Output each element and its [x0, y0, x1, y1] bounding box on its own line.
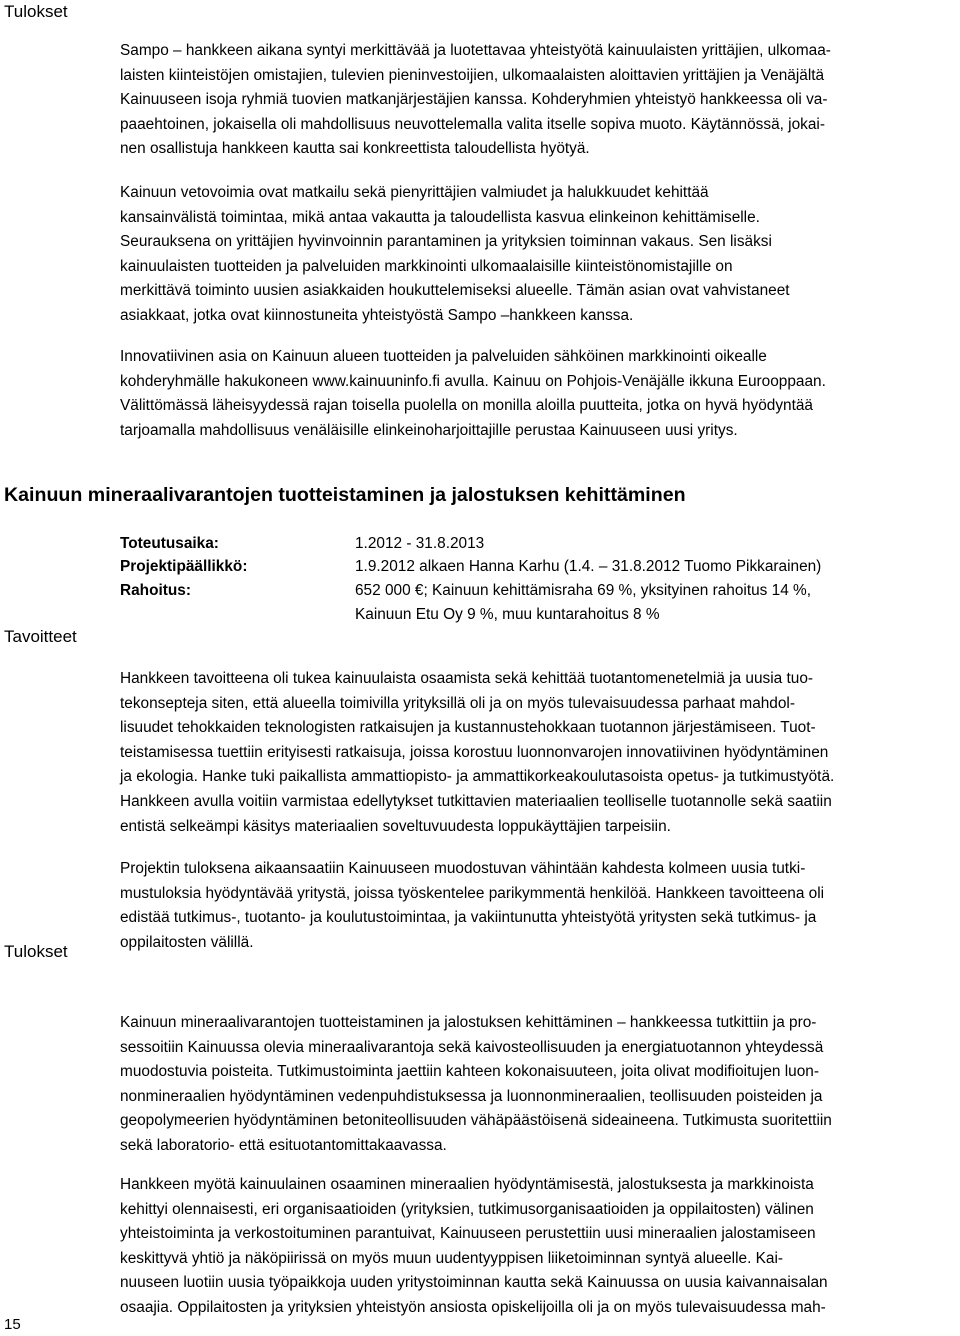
text-line: merkittävä toiminto uusien asiakkaiden houkuttelemiseksi alueelle. Tämän asian ovat vahvistaneet — [120, 282, 790, 300]
toteutusaika-label: Toteutusaika: — [120, 535, 219, 552]
text-line: Hankkeen avulla voitiin varmistaa edellytykset tutkittavien materiaalien teolliselle tuotannolle sekä saatiin — [120, 792, 832, 810]
text-line: osaajia. Oppilaitosten ja yrityksien yhteistyön ansiosta opiskelijoilla oli ja on myös tulevaisuudessa mah- — [120, 1298, 826, 1316]
text-line: Hankkeen tavoitteena oli tukea kainuulaista osaamista sekä kehittää tuotantomenetelmiä ja uusia tuo- — [120, 670, 813, 687]
text-line: Innovatiivinen asia on Kainuun alueen tuotteiden ja palveluiden sähköinen markkinointi oikealle — [120, 348, 767, 365]
text-line: laisten kiinteistöjen omistajien, tulevien pieninvestoijien, ulkomaalaisten aloittavien yrittäjien ja Venäjältä — [120, 66, 825, 84]
text-line: entistä selkeämpi käsitys materiaalien soveltuvuudesta loppukäyttäjien tarpeisiin. — [120, 817, 671, 835]
toteutusaika-value: 1.2012 - 31.8.2013 — [355, 535, 485, 552]
text-line: edistää tutkimus-, tuotanto- ja koulutustoimintaa, ja vakiintunutta yhteistyötä yritysten sekä tutkimus- ja — [120, 909, 817, 927]
text-line: nonmineraalien hyödyntäminen vedenpuhdistuksessa ja luonnonmineraalien, teollisuuden poisteiden ja — [120, 1087, 823, 1105]
section-label-tulokset-2: Tulokset — [4, 942, 68, 961]
paragraph-attractions — [120, 181, 950, 329]
text-line: mustuloksia hyödyntävää yritystä, joissa työskentelee parikymmentä henkilöä. Hankkeen tavoitteena oli — [120, 884, 825, 902]
paragraph-tulokset-3 — [120, 1173, 950, 1321]
paragraph-innovation — [120, 345, 950, 443]
text-line: asiakkaat, jotka ovat kiinnostuneita yhteistyöstä Sampo –hankkeen kanssa. — [120, 306, 634, 324]
project-title: Kainuun mineraalivarantojen tuotteistaminen ja jalostuksen kehittäminen — [4, 484, 686, 506]
text-line: Kainuun vetovoimia ovat matkailu sekä pienyrittäjien valmiudet ja halukkuudet kehittää — [120, 184, 709, 201]
section-label-tavoitteet: Tavoitteet — [4, 627, 77, 646]
text-line: tekonsepteja siten, että alueella toimivilla yrityksillä oli ja on myös tulevaisuudessa parhaat mahdol- — [120, 694, 795, 712]
paragraph-cooperation — [120, 39, 950, 162]
text-line: geopolymeerien hyödyntäminen betoniteollisuuden vähäpäästöisenä sideaineena. Tutkimusta suoritettiin — [120, 1112, 832, 1130]
projektipaallikko-value: 1.9.2012 alkaen Hanna Karhu (1.4. – 31.8.2012 Tuomo Pikkarainen) — [355, 558, 822, 575]
section-label-tulokset: Tulokset — [4, 2, 68, 21]
text-line: muodostuvia poisteita. Tutkimustoiminta jaettiin kahteen kokonaisuuteen, joita olivat modifioitujen luon- — [120, 1063, 819, 1081]
text-line: tarjoamalla mahdollisuus venäläisille elinkeinoharjoittajille perustaa Kainuuseen uusi yritys. — [120, 421, 738, 439]
page-number: 15 — [4, 1316, 21, 1333]
text-line: sessoitiin Kainuussa olevia mineraalivarantoja sekä kaivosteollisuuden ja energiatuotannon yhteydessä — [120, 1038, 824, 1056]
rahoitus-value-2: Kainuun Etu Oy 9 %, muu kuntarahoitus 8 % — [355, 606, 660, 623]
text-line: Hankkeen myötä kainuulainen osaaminen mineraalien hyödyntämisestä, jalostuksesta ja markkinoista — [120, 1176, 814, 1193]
text-line: yhteistoiminta ja verkostoituminen parantuivat, Kainuuseen perustettiin uusi mineraalien jalostamiseen — [120, 1225, 816, 1243]
paragraph-tavoitteet — [120, 667, 950, 839]
text-line: keskittyvä yhtiö ja näköpiirissä on myös muun uudentyyppisen liiketoiminnan syntyä alueelle. Kai- — [120, 1249, 783, 1267]
text-line: Kainuun mineraalivarantojen tuotteistaminen ja jalostuksen kehittäminen – hankkeessa tutkittiin ja pro- — [120, 1014, 817, 1031]
rahoitus-label: Rahoitus: — [120, 582, 191, 599]
text-line: kehittyi olennaisesti, eri organisaatioiden (yrityksien, tutkimusorganisaatioiden ja oppilaitosten) välinen — [120, 1200, 814, 1218]
text-line: paaehtoinen, jokaisella oli mahdollisuus neuvottelemalla valita itselle sopiva muoto. Käytännössä, jokai- — [120, 115, 825, 133]
text-line: sekä laboratorio- että esituotantomittakaavassa. — [120, 1136, 447, 1154]
text-line: kansainvälistä toimintaa, mikä antaa vakautta ja taloudellista kasvua elinkeinon kehittämiselle. — [120, 208, 760, 226]
text-line: kohderyhmälle hakukoneen www.kainuuninfo.fi avulla. Kainuu on Pohjois-Venäjälle ikkuna Eurooppaan. — [120, 372, 826, 390]
rahoitus-value-1: 652 000 €; Kainuun kehittämisraha 69 %, yksityinen rahoitus 14 %, — [355, 582, 812, 599]
text-line: Sampo – hankkeen aikana syntyi merkittävää ja luotettavaa yhteistyötä kainuulaisten yrittäjien, ulkomaa- — [120, 42, 831, 59]
text-line: Välittömässä läheisyydessä rajan toisella puolella on monilla aloilla puutteita, jotka on hyvä hyödyntää — [120, 397, 813, 415]
text-line: oppilaitosten välillä. — [120, 933, 254, 951]
text-line: ja ekologia. Hanke tuki paikallista ammattiopisto- ja ammattikorkeakoulutasoista opetus- ja tutkimustyötä. — [120, 768, 835, 786]
paragraph-tulokset-2 — [120, 1011, 950, 1159]
text-line: Kainuuseen isoja ryhmiä tuovien matkanjärjestäjien kanssa. Kohderyhmien yhteistyö hankkeessa oli va- — [120, 91, 828, 109]
text-line: kainuulaisten tuotteiden ja palveluiden markkinointi ulkomaalaisille kiinteistönomistajille on — [120, 257, 733, 275]
text-line: teistamisessa tuettiin erityisesti ratkaisuja, joissa korostuu luonnonvarojen innovatiivinen hyödyntäminen — [120, 743, 829, 761]
text-line: lisuudet tehokkaiden teknologisten ratkaisujen ja kustannustehokkaan tuotannon järjestämiseen. Tuot- — [120, 719, 816, 737]
text-line: nuuseen luotiin uusia työpaikkoja uuden yritystoiminnan kautta sekä Kainuussa on uusia kaivannaisalan — [120, 1274, 828, 1292]
text-line: Seurauksena on yrittäjien hyvinvoinnin parantaminen ja yrityksien toiminnan vakaus. Sen lisäksi — [120, 233, 772, 251]
projektipaallikko-label: Projektipäällikkö: — [120, 558, 248, 575]
text-line: Projektin tuloksena aikaansaatiin Kainuuseen muodostuvan vähintään kahdesta kolmeen uusia tutki- — [120, 860, 806, 877]
text-line: nen osallistuja hankkeen kautta sai konkreettista taloudellista hyötyä. — [120, 140, 590, 158]
paragraph-tulokset-1 — [120, 857, 950, 955]
